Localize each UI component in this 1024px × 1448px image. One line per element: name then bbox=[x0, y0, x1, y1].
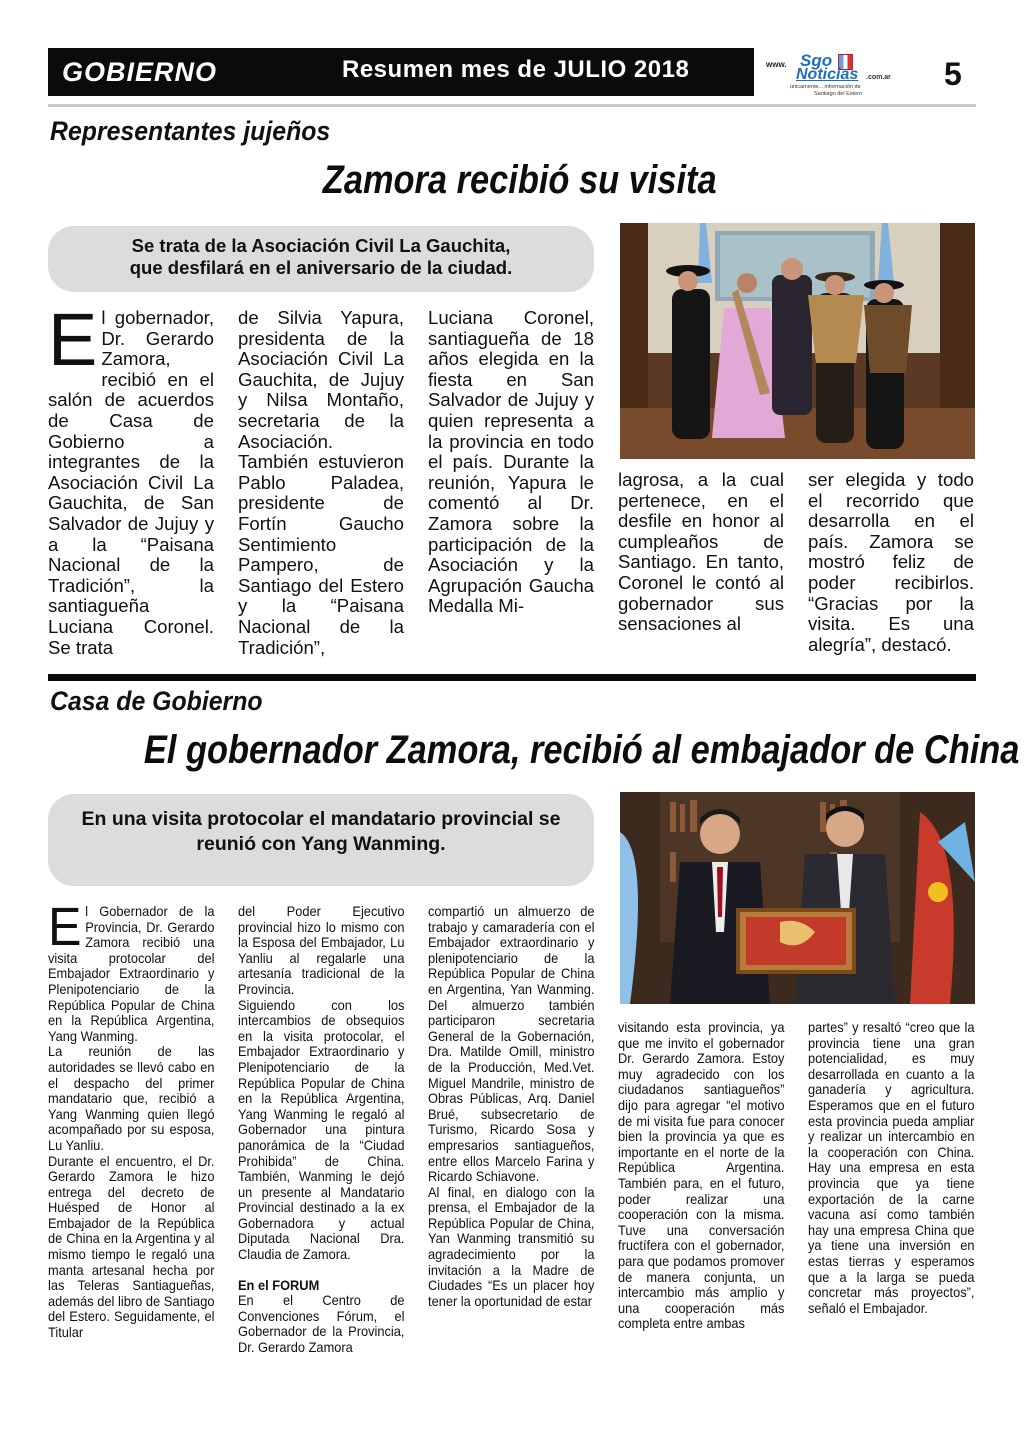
photo-ambassador-meeting bbox=[620, 792, 975, 1004]
header-divider bbox=[48, 104, 976, 107]
subtitle-line: En una visita protocolar el mandatario provincial se bbox=[81, 808, 561, 830]
issue-summary: Resumen mes de JULIO 2018 bbox=[342, 56, 690, 83]
article-column bbox=[48, 298, 214, 658]
logo-noticias: Noticias bbox=[796, 66, 859, 83]
article-column bbox=[238, 904, 404, 1356]
drop-cap: E bbox=[48, 298, 98, 381]
article-subtitle bbox=[48, 226, 594, 292]
site-logo[interactable] bbox=[766, 50, 906, 100]
article-column: de Silvia Yapura, presidenta de la Asociación Civil La Gauchita, de Jujuy y Nilsa Montaño, secretaria de la Asociación. También estuvieron Pablo Paladea, presidente de Fortín Gaucho Sentimiento Pampero, de Santiago del Estero y la “Paisana Nacional de la Tradición”, bbox=[238, 307, 404, 658]
article-subtitle bbox=[48, 794, 594, 886]
section-subhead: En el FORUM bbox=[238, 1277, 320, 1293]
article-headline: El gobernador Zamora, recibió al embajador de China bbox=[143, 728, 1020, 772]
article-kicker: Representantes jujeños bbox=[50, 116, 331, 146]
drop-cap: E bbox=[48, 897, 82, 957]
article-column bbox=[428, 904, 594, 1309]
article-column: lagrosa, a la cual pertenece, en el desfile en honor al cumpleaños de Santiago. En tanto, Coronel le contó al gobernador sus sensaciones al bbox=[618, 469, 784, 635]
subtitle-line: que desfilará en el aniversario de la ciudad. bbox=[129, 257, 513, 278]
logo-sgo: Sgo bbox=[800, 51, 833, 70]
article-column bbox=[48, 897, 215, 1341]
paragraph: La reunión de las autoridades se llevó cabo en el despacho del primer mandatario que, recibió a Yang Wanming quien llegó acompañado por su esposa, Lu Yanliu. bbox=[48, 1044, 215, 1153]
paragraph: Durante el encuentro, el Dr. Gerardo Zamora le hizo entrega del decreto de Huésped de Honor al Embajador de la República de China en la Argentina y al mismo tiempo le regaló una manta artesanal hecha por las Teleras Santiagueñas, además del libro de Santiago del Estero. Seguidamente, el Titular bbox=[48, 1153, 215, 1341]
subtitle-line: Se trata de la Asociación Civil La Gauchita, bbox=[131, 235, 511, 256]
page-number: 5 bbox=[944, 56, 962, 92]
section-label: GOBIERNO bbox=[62, 57, 218, 87]
paragraph: Al final, en dialogo con la prensa, el Embajador de la República Popular de China, Yan Wanming transmitió su agradecimiento por la invitación a la Madre de Ciudades “Es un placer hoy tener la oportunidad de estar bbox=[428, 1184, 595, 1309]
photo-gaucho-group bbox=[620, 223, 975, 459]
column-text: l gobernador, Dr. Gerardo Zamora, recibió en el salón de acuerdos de Casa de Gobierno a integrantes de la Asociación Civil La Gauchita, de San Salvador de Jujuy y a la “Paisana Nacional de la Tradición”, la santiagueña Luciana Coronel. Se trata bbox=[48, 307, 214, 658]
article-headline: Zamora recibió su visita bbox=[322, 158, 717, 202]
paragraph: del Poder Ejecutivo provincial hizo lo mismo con la Esposa del Embajador, Lu Yanliu al regalarle una artesanía tradicional de la Provincia. bbox=[238, 904, 405, 997]
paragraph: En el Centro de Convenciones Fórum, el Gobernador de la Provincia, Dr. Gerardo Zamora bbox=[238, 1293, 405, 1356]
logo-domain: .com.ar bbox=[866, 74, 891, 81]
paragraph: compartió un almuerzo de trabajo y camaradería con el Embajador extraordinario y plenipotenciario de la República Popular de China en Argentina, Yan Wanming. Del almuerzo también participaron secretaria General de la Gobernación, Dra. Matilde Omill, ministro de la Producción, Med.Vet. Miguel Mandrile, ministro de Obras Públicas, Arq. Daniel Brué, subsecretario de Turismo, Ricardo Sosa y empresarios santiagueños, entre ellos Marcelo Farina y Ricardo Schiavone. bbox=[428, 904, 595, 1185]
article-column: visitando esta provincia, ya que me invito el gobernador Dr. Gerardo Zamora. Estoy muy agradecido con los ciudadanos santiagueños” dijo para agregar “el motivo de mi visita fue para conocer bien la provincia ya que es importante en el norte de la República Argentina. También para, en el futuro, poder realizar una cooperación con la misma. Tuve una conversación fructífera con el gobernador, para que podamos promover de manera conjunta, un intercambio más amplio y una cooperación más completa entre ambas bbox=[618, 1020, 785, 1332]
logo-tagline: únicamente... información de bbox=[790, 84, 861, 90]
paragraph: l Gobernador de la Provincia, Dr. Gerardo Zamora recibió una visita protocolar del Embajador Extraordinario y Plenipotenciario de la República Popular de China en la República Argentina, Yang Wanming. bbox=[48, 904, 215, 1044]
section-divider bbox=[48, 674, 976, 681]
article-column: partes” y resaltó “creo que la provincia tiene una gran potencialidad, es muy desarrollada en cuanto a la ganadería y agricultura. Esperamos que en el futuro esta provincia pueda ampliar y realizar un intercambio en la cooperación con China. Hay una empresa en esta provincia que ya tiene exportación de la carne vacuna así como también hay una empresa China que ya tiene una inversión en estas tierras y esperamos que a la larga se pueda concretar más proyectos”, señaló el Embajador. bbox=[808, 1020, 975, 1316]
logo-www: www. bbox=[766, 60, 787, 69]
paragraph: Siguiendo con los intercambios de obsequios en la visita protocolar, el Embajador Extraordinario y Plenipotenciario de la República Popular de China en la República Argentina, Yang Wanming le regaló al Gobernador una pintura panorámica de la “Ciudad Prohibida” de China. También, Wanming le dejó un presente al Mandatario Provincial destinado a la ex Gobernadora y actual Diputada Nacional Dra. Claudia de Zamora. bbox=[238, 997, 405, 1263]
article-kicker: Casa de Gobierno bbox=[50, 686, 263, 716]
subtitle-line: reunió con Yang Wanming. bbox=[196, 833, 446, 855]
article-column: Luciana Coronel, santiagueña de 18 años elegida en la fiesta en San Salvador de Jujuy y quien representa a la provincia en todo el país. Durante la reunión, Yapura le comentó al Dr. Zamora sobre la participación de la Asociación y la Agrupación Gaucha Medalla Mi- bbox=[428, 307, 594, 617]
article-column: ser elegida y todo el recorrido que desarrolla en el país. Zamora se mostró feliz de poder recibirlos. “Gracias por la visita. Es una alegría”, destacó. bbox=[808, 469, 974, 655]
logo-tagline-2: Santiago del Estero bbox=[814, 91, 863, 97]
